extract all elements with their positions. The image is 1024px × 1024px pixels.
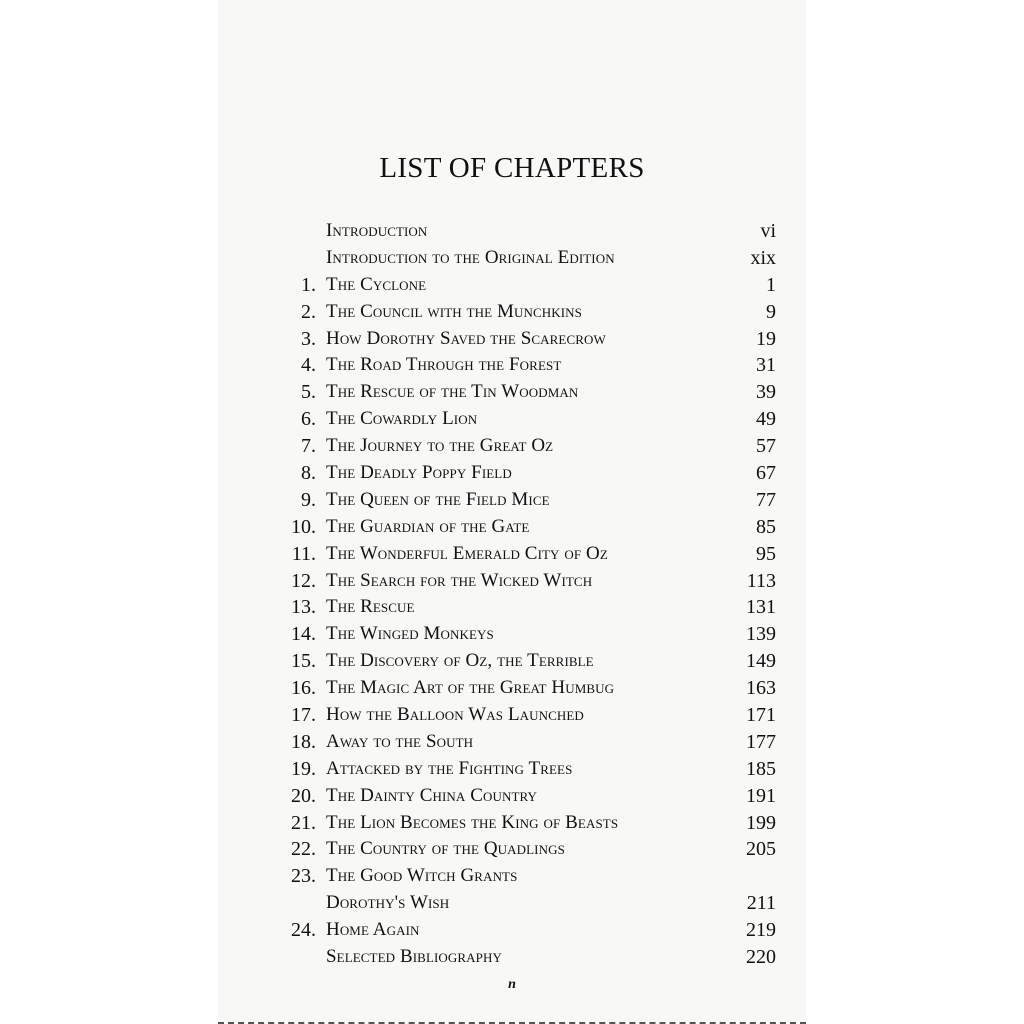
chapter-page: 113: [746, 569, 776, 592]
chapter-row: [218, 379, 806, 406]
chapter-title: The Rescue of the Tin Woodman: [326, 381, 579, 403]
chapter-number: 8.: [301, 462, 316, 485]
chapter-number: 13.: [291, 596, 316, 619]
chapter-number: 10.: [291, 515, 316, 538]
chapter-title: The Magic Art of the Great Humbug: [326, 677, 615, 699]
chapter-title: The Country of the Quadlings: [326, 838, 565, 860]
chapter-row: [218, 756, 806, 783]
chapter-title: The Good Witch Grants: [326, 865, 518, 887]
chapter-row: [218, 514, 806, 541]
chapter-number: 4.: [301, 354, 316, 377]
chapter-row: [218, 917, 806, 944]
chapter-number: 15.: [291, 650, 316, 673]
chapter-title: The Queen of the Field Mice: [326, 488, 550, 510]
chapter-row: [218, 863, 806, 890]
chapter-page: 177: [746, 730, 776, 753]
chapter-row: [218, 406, 806, 433]
page-mark: n: [508, 977, 516, 992]
chapter-page: 139: [746, 623, 776, 646]
chapter-title: The Road Through the Forest: [326, 354, 562, 376]
chapter-row: [218, 245, 806, 272]
chapter-title: The Lion Becomes the King of Beasts: [326, 811, 619, 833]
chapter-row: [218, 810, 806, 837]
chapter-number: 6.: [301, 408, 316, 431]
chapter-row: [218, 890, 806, 917]
chapter-title: The Cyclone: [326, 273, 427, 295]
chapter-number: 18.: [291, 730, 316, 753]
chapter-title: Selected Bibliography: [326, 946, 502, 968]
chapter-number: 22.: [291, 838, 316, 861]
chapter-number: 24.: [291, 919, 316, 942]
chapter-number: 21.: [291, 811, 316, 834]
chapter-title: The Rescue: [326, 596, 415, 618]
chapter-row: [218, 944, 806, 971]
chapter-row: [218, 460, 806, 487]
chapter-title: Dorothy's Wish: [326, 892, 450, 914]
chapter-title: The Journey to the Great Oz: [326, 435, 554, 457]
book-page: [218, 0, 806, 1022]
chapter-number: 9.: [301, 488, 316, 511]
chapter-page: 191: [746, 784, 776, 807]
chapter-page: 211: [746, 892, 776, 915]
chapter-page: 185: [746, 757, 776, 780]
chapter-number: 5.: [301, 381, 316, 404]
chapter-title: The Winged Monkeys: [326, 623, 494, 645]
chapter-title: The Deadly Poppy Field: [326, 462, 512, 484]
chapter-page: 163: [746, 677, 776, 700]
chapter-title: The Discovery of Oz, the Terrible: [326, 650, 594, 672]
chapter-number: 17.: [291, 704, 316, 727]
chapter-page: 19: [756, 327, 776, 350]
chapter-title: Attacked by the Fighting Trees: [326, 757, 573, 779]
chapter-row: [218, 648, 806, 675]
chapter-title: The Guardian of the Gate: [326, 515, 530, 537]
chapter-number: 7.: [301, 435, 316, 458]
chapter-title: How the Balloon Was Launched: [326, 704, 584, 726]
chapter-row: [218, 352, 806, 379]
chapter-page: 199: [746, 811, 776, 834]
chapter-page: 95: [756, 542, 776, 565]
chapter-title: The Dainty China Country: [326, 784, 538, 806]
chapter-number: 1.: [301, 273, 316, 296]
chapter-page: 171: [746, 704, 776, 727]
chapter-row: [218, 299, 806, 326]
chapter-page: 57: [756, 435, 776, 458]
chapter-page: 31: [756, 354, 776, 377]
chapter-title: The Wonderful Emerald City of Oz: [326, 542, 608, 564]
chapter-row: [218, 541, 806, 568]
chapter-number: 19.: [291, 757, 316, 780]
page-title: LIST OF CHAPTERS: [379, 152, 645, 184]
chapter-title: The Council with the Munchkins: [326, 300, 582, 322]
chapter-row: [218, 433, 806, 460]
chapter-title: The Cowardly Lion: [326, 408, 478, 430]
chapter-title: How Dorothy Saved the Scarecrow: [326, 327, 606, 349]
chapter-row: [218, 272, 806, 299]
chapter-page: 49: [756, 408, 776, 431]
chapter-row: [218, 326, 806, 353]
chapter-page: 131: [746, 596, 776, 619]
chapter-page: 9: [766, 300, 776, 323]
chapter-row: [218, 218, 806, 245]
chapter-number: 16.: [291, 677, 316, 700]
chapter-page: 205: [746, 838, 776, 861]
chapter-number: 2.: [301, 300, 316, 323]
chapter-row: [218, 487, 806, 514]
chapter-number: 14.: [291, 623, 316, 646]
chapter-row: [218, 675, 806, 702]
chapter-row: [218, 568, 806, 595]
chapter-row: [218, 594, 806, 621]
chapter-page: 67: [756, 462, 776, 485]
chapter-page: 77: [756, 488, 776, 511]
chapter-row: [218, 621, 806, 648]
chapter-row: [218, 783, 806, 810]
chapter-title: Away to the South: [326, 730, 474, 752]
chapter-title: Home Again: [326, 919, 420, 941]
chapter-page: 219: [746, 919, 776, 942]
chapter-row: [218, 836, 806, 863]
chapter-page: 149: [746, 650, 776, 673]
chapter-page: vi: [760, 220, 776, 242]
chapter-page: 1: [766, 273, 776, 296]
chapter-page: 39: [756, 381, 776, 404]
chapter-number: 20.: [291, 784, 316, 807]
chapter-number: 3.: [301, 327, 316, 350]
chapter-number: 23.: [291, 865, 316, 888]
chapter-page: 85: [756, 515, 776, 538]
chapter-number: 11.: [291, 542, 316, 565]
chapter-list: [218, 218, 806, 971]
chapter-row: [218, 702, 806, 729]
chapter-title: Introduction: [326, 220, 428, 241]
chapter-title: Introduction to the Original Edition: [326, 246, 615, 268]
chapter-page: xix: [750, 246, 776, 269]
chapter-page: 220: [746, 946, 776, 969]
chapter-number: 12.: [291, 569, 316, 592]
chapter-title: The Search for the Wicked Witch: [326, 569, 593, 591]
chapter-row: [218, 729, 806, 756]
